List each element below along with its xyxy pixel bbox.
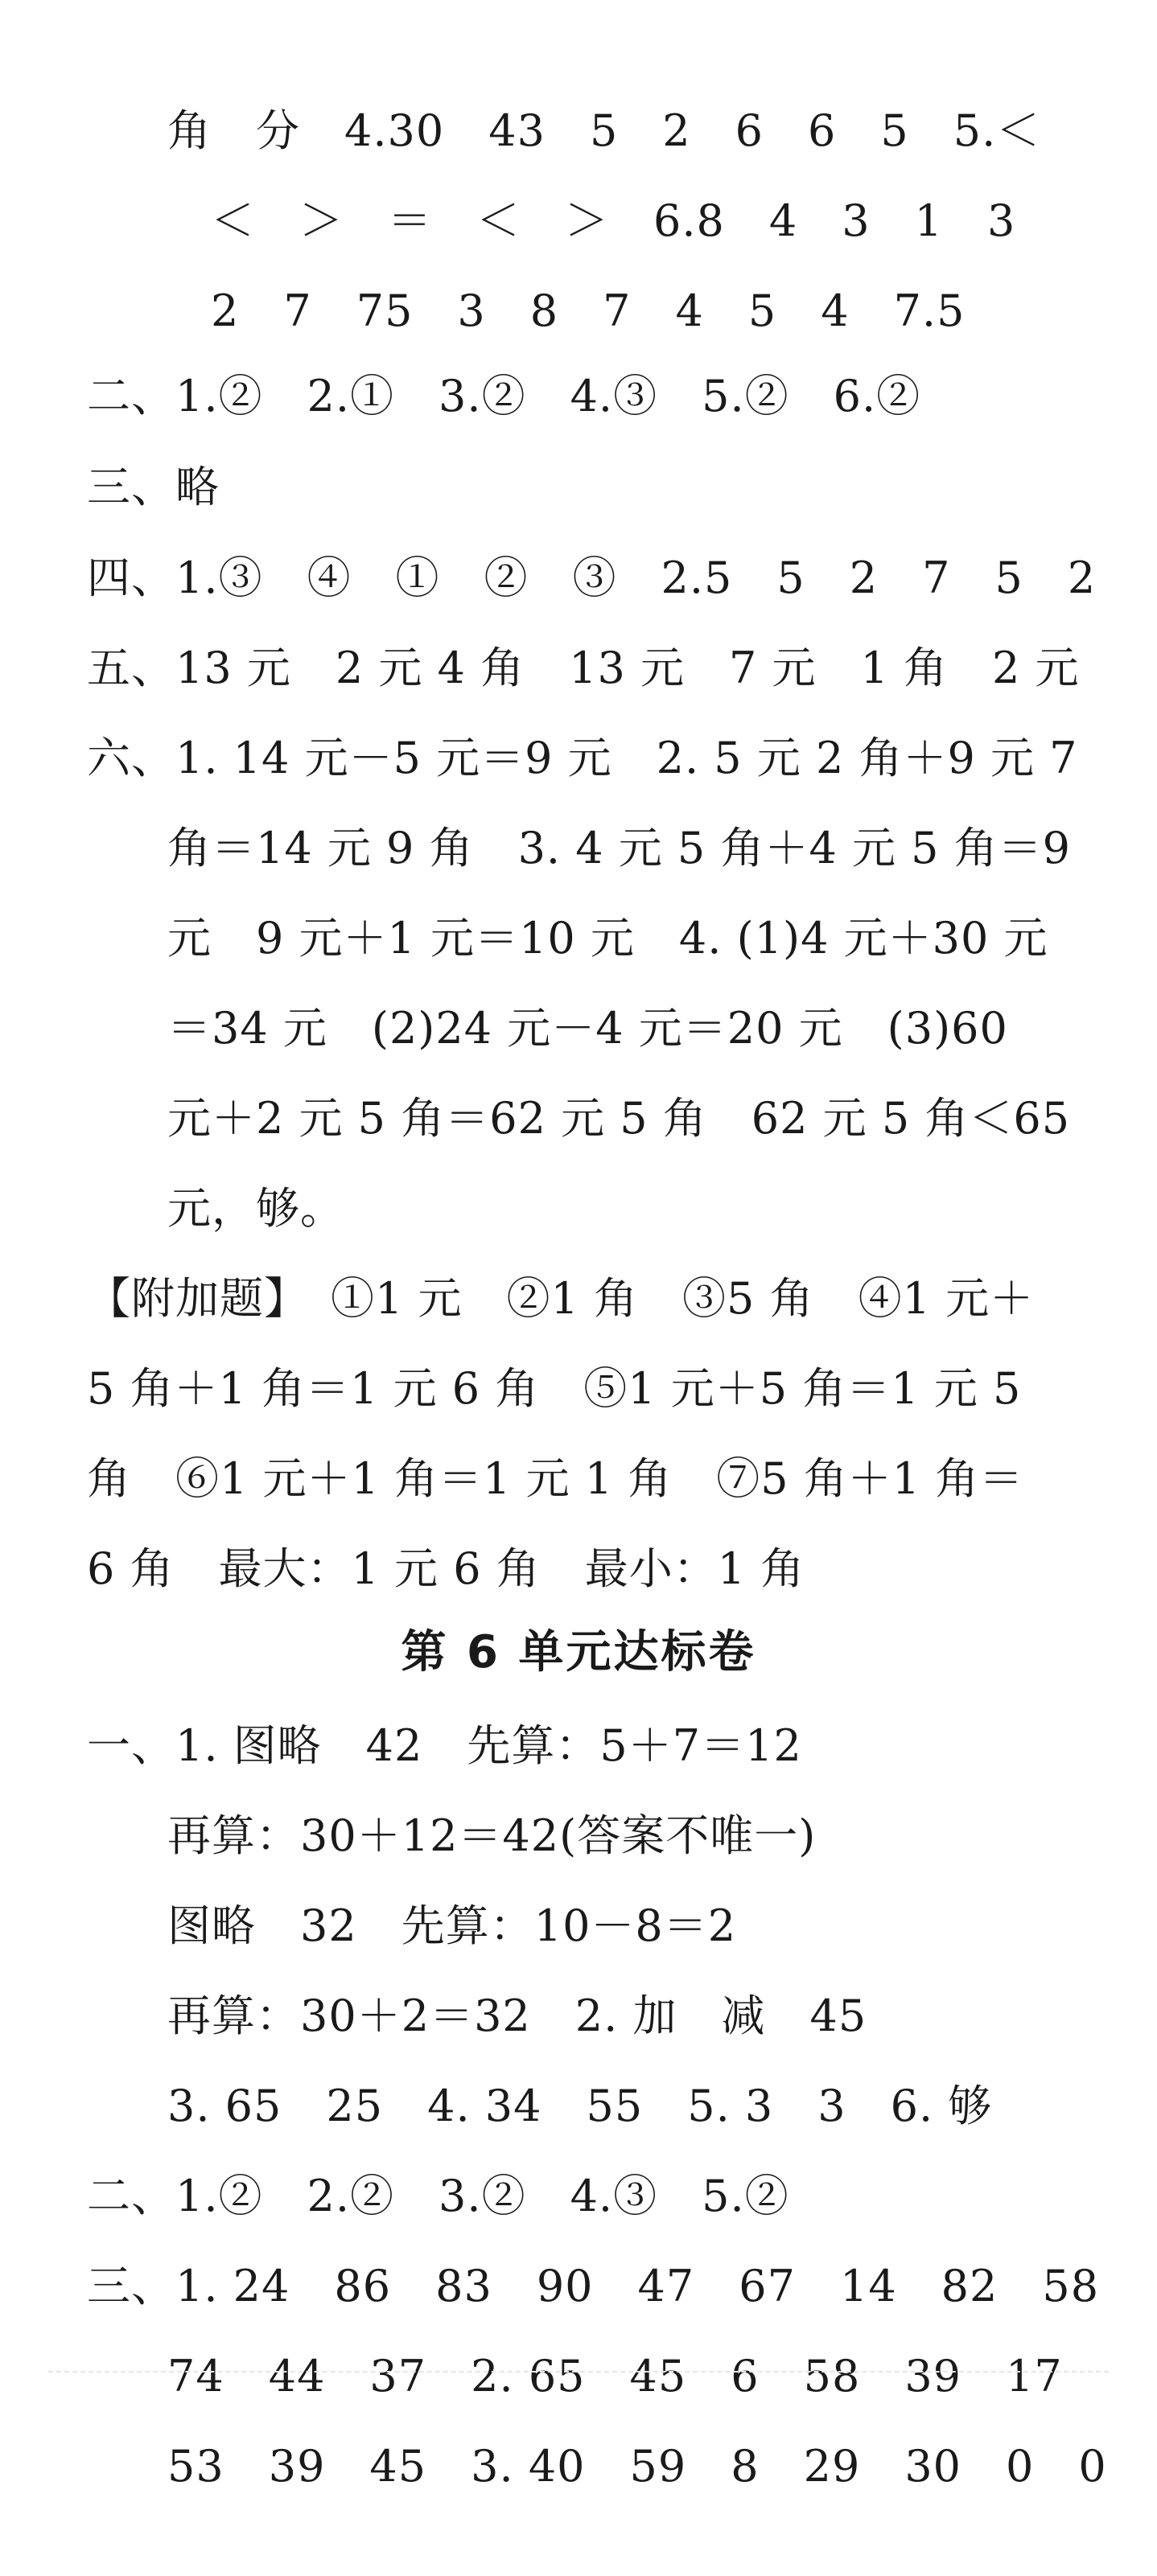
faint-divider bbox=[48, 2371, 1109, 2373]
answer-line: ＝34 元 (2)24 元－4 元＝20 元 (3)60 bbox=[167, 1002, 1008, 1054]
answer-line: 2 7 75 3 8 7 4 5 4 7.5 bbox=[211, 285, 966, 336]
answer-line: 二、1.② 2.② 3.② 4.③ 5.② bbox=[87, 2170, 789, 2221]
answer-line: 元 9 元＋1 元＝10 元 4. (1)4 元＋30 元 bbox=[167, 912, 1048, 963]
answer-line: 再算：30＋2＝32 2. 加 减 45 bbox=[167, 1990, 867, 2041]
section-title: 第 6 单元达标卷 bbox=[401, 1626, 756, 1678]
answer-line: 图略 32 先算：10－8＝2 bbox=[167, 1900, 737, 1951]
answer-line: 元，够。 bbox=[167, 1182, 344, 1234]
answer-line: 再算：30＋12＝42(答案不唯一) bbox=[167, 1810, 817, 1861]
answer-line: 6 角 最大：1 元 6 角 最小：1 角 bbox=[87, 1543, 805, 1594]
answer-line: 角 分 4.30 43 5 2 6 6 5 5.＜ bbox=[167, 105, 1041, 156]
answer-line: 元＋2 元 5 角＝62 元 5 角 62 元 5 角＜65 bbox=[167, 1092, 1071, 1144]
answer-line: ＜ ＞ ＝ ＜ ＞ 6.8 4 3 1 3 bbox=[211, 195, 1016, 246]
answer-line: 【附加题】 ①1 元 ②1 角 ③5 角 ④1 元＋ bbox=[87, 1272, 1035, 1324]
answer-line: 3. 65 25 4. 34 55 5. 3 3 6. 够 bbox=[167, 2080, 993, 2131]
answer-line: 74 44 37 2. 65 45 6 58 39 17 bbox=[167, 2350, 1063, 2401]
answer-line: 二、1.② 2.① 3.② 4.③ 5.② 6.② bbox=[87, 370, 921, 421]
answer-line: 5 角＋1 角＝1 元 6 角 ⑤1 元＋5 角＝1 元 5 bbox=[87, 1362, 1022, 1414]
answer-line: 53 39 45 3. 40 59 8 29 30 0 0 bbox=[167, 2440, 1107, 2492]
answer-line: 角＝14 元 9 角 3. 4 元 5 角＋4 元 5 角＝9 bbox=[167, 822, 1072, 873]
answer-line: 六、1. 14 元－5 元＝9 元 2. 5 元 2 角＋9 元 7 bbox=[87, 732, 1078, 783]
answer-line: 四、1.③ ④ ① ② ③ 2.5 5 2 7 5 2 bbox=[87, 552, 1097, 603]
answer-line: 一、1. 图略 42 先算：5＋7＝12 bbox=[87, 1719, 802, 1771]
answer-line: 三、略 bbox=[87, 461, 220, 512]
answer-line: 五、13 元 2 元 4 角 13 元 7 元 1 角 2 元 bbox=[87, 642, 1080, 693]
answer-line: 三、1. 24 86 83 90 47 67 14 82 58 bbox=[87, 2260, 1100, 2311]
answer-line: 角 ⑥1 元＋1 角＝1 元 1 角 ⑦5 角＋1 角＝ bbox=[87, 1452, 1024, 1504]
